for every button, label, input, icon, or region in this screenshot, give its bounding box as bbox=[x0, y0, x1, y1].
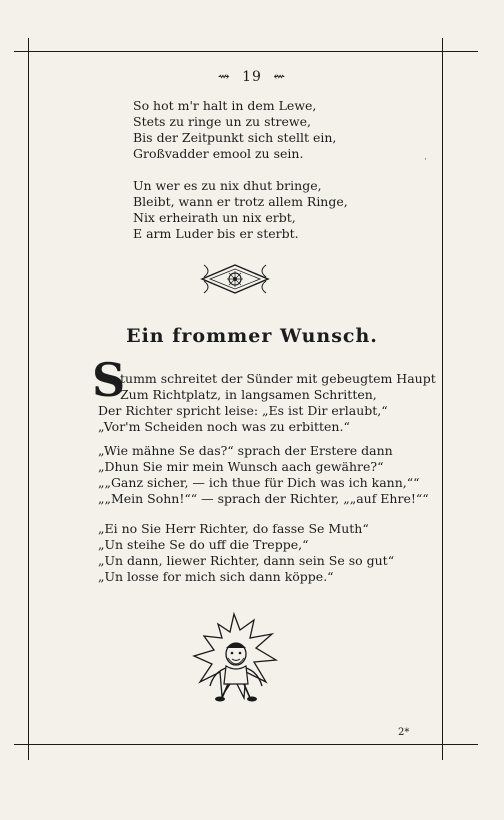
page-number-ornament-right: ⇜ bbox=[273, 69, 287, 85]
verse-line: „Dhun Sie mir mein Wunsch aach gewähre?“ bbox=[98, 459, 384, 474]
verse-line: Nix erheirath un nix erbt, bbox=[133, 210, 296, 225]
frame-left-rule bbox=[28, 38, 29, 760]
verse-line: So hot m'r halt in dem Lewe, bbox=[133, 98, 317, 113]
verse-line: „„Mein Sohn!““ — sprach der Richter, „„auf Ehre!““ bbox=[98, 491, 429, 506]
stanza-1 bbox=[133, 98, 336, 162]
verse-line: Bis der Zeitpunkt sich stellt ein, bbox=[133, 130, 337, 145]
margin-mark: · bbox=[424, 155, 427, 165]
page-number-line bbox=[0, 69, 504, 85]
stanza-2 bbox=[133, 178, 348, 242]
frame-right-rule bbox=[442, 38, 443, 760]
poem-title: Ein frommer Wunsch. bbox=[126, 325, 378, 347]
page-number-ornament-left: ⇝ bbox=[217, 69, 231, 85]
verse-line: „Ei no Sie Herr Richter, do fasse Se Muth“ bbox=[98, 521, 369, 536]
verse-line: Un wer es zu nix dhut bringe, bbox=[133, 178, 322, 193]
verse-line: Der Richter spricht leise: „Es ist Dir erlaubt,“ bbox=[98, 403, 388, 418]
stanza-4 bbox=[98, 443, 429, 507]
verse-line: Zum Richtplatz, in langsamen Schritten, bbox=[120, 387, 377, 402]
frame-top-rule bbox=[14, 51, 478, 52]
verse-line: „„Ganz sicher, — ich thue für Dich was ich kann,““ bbox=[98, 475, 420, 490]
verse-line: Stets zu ringe un zu strewe, bbox=[133, 114, 311, 129]
verse-line: „Vor'm Scheiden noch was zu erbitten.“ bbox=[98, 419, 350, 434]
stanza-5 bbox=[98, 521, 394, 585]
page-number: 19 bbox=[242, 69, 262, 85]
signature-mark: 2* bbox=[398, 727, 410, 738]
figure-vignette bbox=[192, 608, 282, 706]
verse-line: Bleibt, wann er trotz allem Ringe, bbox=[133, 194, 348, 209]
verse-line: „Un steihe Se do uff die Treppe,“ bbox=[98, 537, 309, 552]
drop-cap: S bbox=[92, 353, 126, 407]
verse-line: „Wie mähne Se das?“ sprach der Erstere dann bbox=[98, 443, 393, 458]
verse-line: Großvadder emool zu sein. bbox=[133, 146, 304, 161]
verse-line: E arm Luder bis er sterbt. bbox=[133, 226, 299, 241]
verse-line: „Un dann, liewer Richter, dann sein Se so gut“ bbox=[98, 553, 395, 568]
ornament-divider bbox=[200, 261, 270, 297]
verse-line: „Un losse for mich sich dann köppe.“ bbox=[98, 569, 334, 584]
stanza-3 bbox=[98, 371, 436, 435]
verse-line: tumm schreitet der Sünder mit gebeugtem Haupt bbox=[120, 371, 436, 386]
frame-bottom-rule bbox=[14, 744, 478, 745]
